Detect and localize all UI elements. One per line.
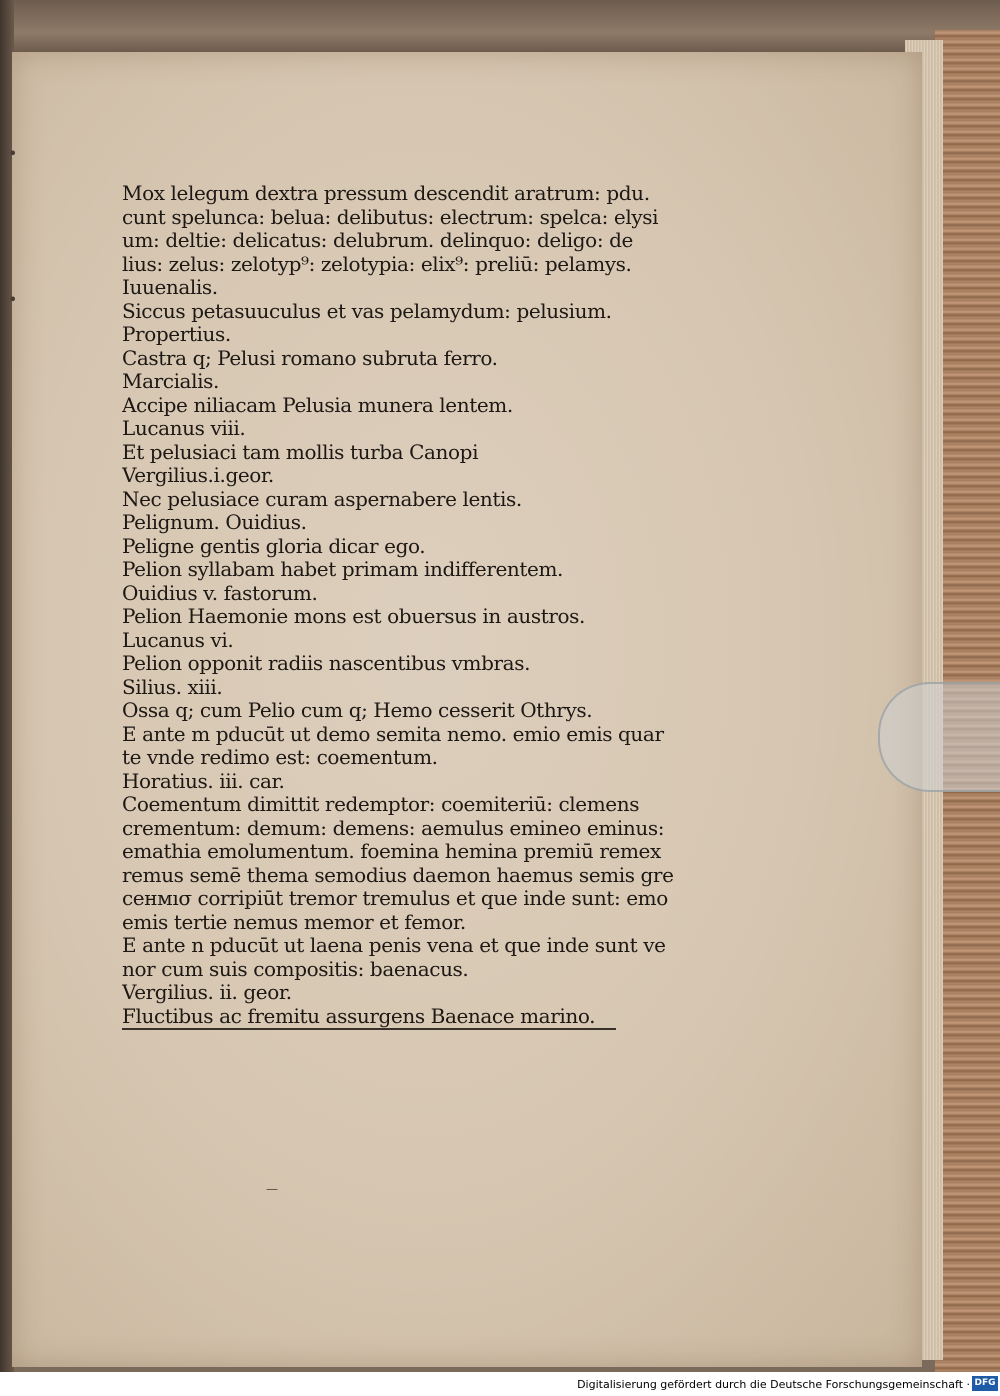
- text-line: Pelion syllabam habet primam indifferentem.: [122, 558, 563, 581]
- text-line: Pelion opponit radiis nascentibus vmbras.: [122, 652, 531, 675]
- page-holder-clip: [878, 682, 1000, 792]
- book-cover-top-edge: [0, 0, 1000, 60]
- text-line: Peligne gentis gloria dicar ego.: [122, 534, 426, 558]
- text-line: Ouidius v. fastorum.: [122, 581, 318, 605]
- text-line: Vergilius. ii. geor.: [122, 981, 292, 1004]
- text-line: emathia emolumentum. foemina hemina premiū remex: [122, 840, 661, 863]
- funding-credit: Digitalisierung gefördert durch die Deutsche Forschungsgemeinschaft ·: [577, 1378, 970, 1391]
- text-line: remus semē thema semodius daemon haemus semis gre: [122, 863, 674, 887]
- text-line: Pelignum. Ouidius.: [122, 511, 307, 534]
- text-line: Siccus petasuuculus et vas pelamydum: pelusium.: [122, 299, 612, 323]
- text-line: Nec pelusiace curam aspernabere lentis.: [122, 487, 522, 511]
- text-line: Iuuenalis.: [122, 276, 218, 299]
- text-line: Propertius.: [122, 323, 231, 346]
- text-line: lius: zelus: zelotyp⁹: zelotypia: elix⁹: preliū: pelamys.: [122, 252, 632, 276]
- text-line: E ante m pducūt ut demo semita nemo. emio emis quar: [122, 722, 664, 746]
- text-line: Pelion Haemonie mons est obuersus in austros.: [122, 605, 585, 628]
- text-line: ceнмıσ corripiūt tremor tremulus et que inde sunt: emo: [122, 887, 668, 910]
- text-line: crementum: demum: demens: aemulus emineo eminus:: [122, 816, 665, 840]
- footer-bar: [0, 1372, 1000, 1396]
- printed-text-block: [122, 182, 722, 1130]
- margin-mark: •: [8, 144, 18, 163]
- text-line: Ossa q; cum Pelio cum q; Hemo cesserit Othrys.: [122, 699, 593, 722]
- text-line: Horatius. iii. car.: [122, 769, 285, 793]
- text-line: Accipe niliacam Pelusia munera lentem.: [122, 393, 513, 417]
- text-line: emis tertie nemus memor et femor.: [122, 910, 466, 934]
- text-line: cunt spelunca: belua: delibutus: electrum: spelca: elysi: [122, 205, 659, 229]
- margin-mark: •: [8, 290, 18, 309]
- text-line: Fluctibus ac fremitu assurgens Baenace marino.: [122, 1005, 616, 1031]
- text-line: Coementum dimittit redemptor: coemiteriū: clemens: [122, 793, 640, 816]
- dfg-logo: DFG: [972, 1376, 998, 1391]
- text-line: te vnde redimo est: coementum.: [122, 746, 438, 769]
- catchword-dash: —: [266, 1182, 278, 1196]
- text-line: E ante n pducūt ut laena penis vena et que inde sunt ve: [122, 934, 666, 957]
- text-line: um: deltie: delicatus: delubrum. delinquo: deligo: de: [122, 229, 633, 252]
- text-line: Et pelusiaci tam mollis turba Canopi: [122, 440, 479, 464]
- text-line: Mox lelegum dextra pressum descendit aratrum: pdu․: [122, 182, 650, 205]
- text-line: Lucanus viii.: [122, 417, 246, 440]
- text-line: Lucanus vi.: [122, 628, 234, 652]
- text-line: Castra q; Pelusi romano subruta ferro.: [122, 346, 498, 370]
- text-line: nor cum suis compositis: baenacus.: [122, 957, 469, 981]
- text-line: Silius. xiii.: [122, 675, 223, 699]
- text-line: Vergilius.i.geor.: [122, 464, 274, 487]
- text-line: Marcialis.: [122, 370, 219, 393]
